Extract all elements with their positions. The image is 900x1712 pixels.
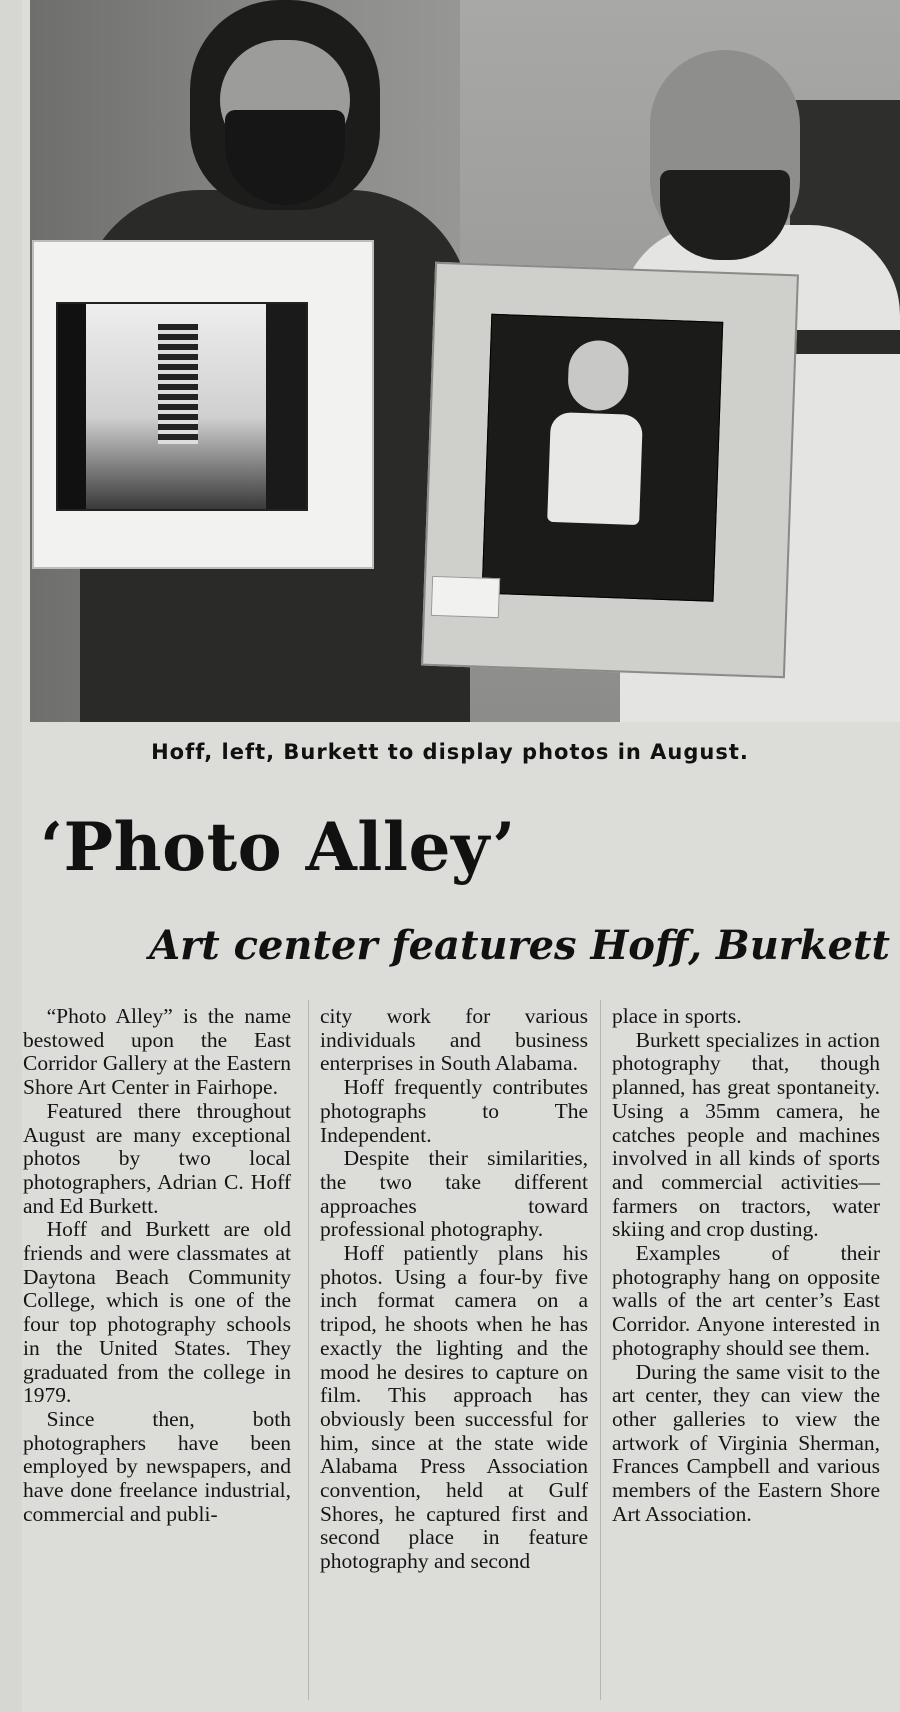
- paragraph: Hoff and Burkett are old friends and were classmates at Daytona Beach Community College, which is one of the four top photography schools in the United States. They graduated from the college in 1979.: [23, 1217, 291, 1408]
- child-body: [547, 412, 643, 525]
- paragraph: Burkett specializes in action photography that, though planned, has great spontaneity. Using a 35mm camera, he catches people and machines involved in all kinds of sports and commercial activities—farmers on tractors, water skiing and crop dusting.: [612, 1027, 880, 1242]
- burkett-framed-print: [421, 262, 799, 678]
- paragraph: Featured there throughout August are many exceptional photos by two local photographers, Adrian C. Hoff and Ed Burkett.: [23, 1098, 291, 1218]
- hoff-framed-print: [32, 240, 374, 569]
- print-label: [431, 576, 500, 618]
- interior-lamp-print: [56, 302, 308, 511]
- article-column-2: [320, 1005, 588, 1574]
- paragraph: city work for various individuals and business enterprises in South Alabama.: [320, 1004, 588, 1076]
- print-lamp: [158, 324, 198, 444]
- paragraph: place in sports.: [612, 1004, 742, 1028]
- paragraph: Hoff patiently plans his photos. Using a four-by five inch format camera on a tripod, he shoots when he has exactly the lighting and the mood he desires to capture on film. This approach has obviously been successful for him, since at the state wide Alabama Press Association convention, held at Gulf Shores, he captured first and second place in feature photography and second: [320, 1241, 588, 1574]
- photo-caption: Hoff, left, Burkett to display photos in August.: [151, 740, 749, 764]
- column-rule: [600, 1000, 601, 1700]
- paragraph: Hoff frequently contributes photographs to The Independent.: [320, 1075, 588, 1147]
- print-pillar-left: [58, 304, 86, 509]
- article-headline: ‘Photo Alley’: [40, 808, 516, 886]
- article-subheadline: Art center features Hoff, Burkett: [149, 922, 890, 969]
- column-rule: [308, 1000, 309, 1700]
- article-column-1: [23, 1005, 291, 1526]
- paragraph: Since then, both photographers have been employed by newspapers, and have done freelance industrial, commercial and publi-: [23, 1406, 291, 1526]
- paragraph: Examples of their photography hang on opposite walls of the art center’s East Corridor. Anyone interested in photography should see them.: [612, 1241, 880, 1360]
- child-portrait-print: [482, 314, 724, 602]
- article-column-3: [612, 1005, 880, 1526]
- print-pillar-right: [266, 304, 306, 509]
- paragraph: Despite their similarities, the two take different approaches toward professional photography.: [320, 1146, 588, 1242]
- child-head: [567, 340, 629, 412]
- paragraph: During the same visit to the art center, they can view the other galleries to view the artwork of Virginia Sherman, Frances Campbell and various members of the Eastern Shore Art Association.: [612, 1359, 880, 1526]
- article-photo: [30, 0, 900, 722]
- paragraph: “Photo Alley” is the name bestowed upon the East Corridor Gallery at the Eastern Shore Art Center in Fairhope.: [23, 1004, 291, 1100]
